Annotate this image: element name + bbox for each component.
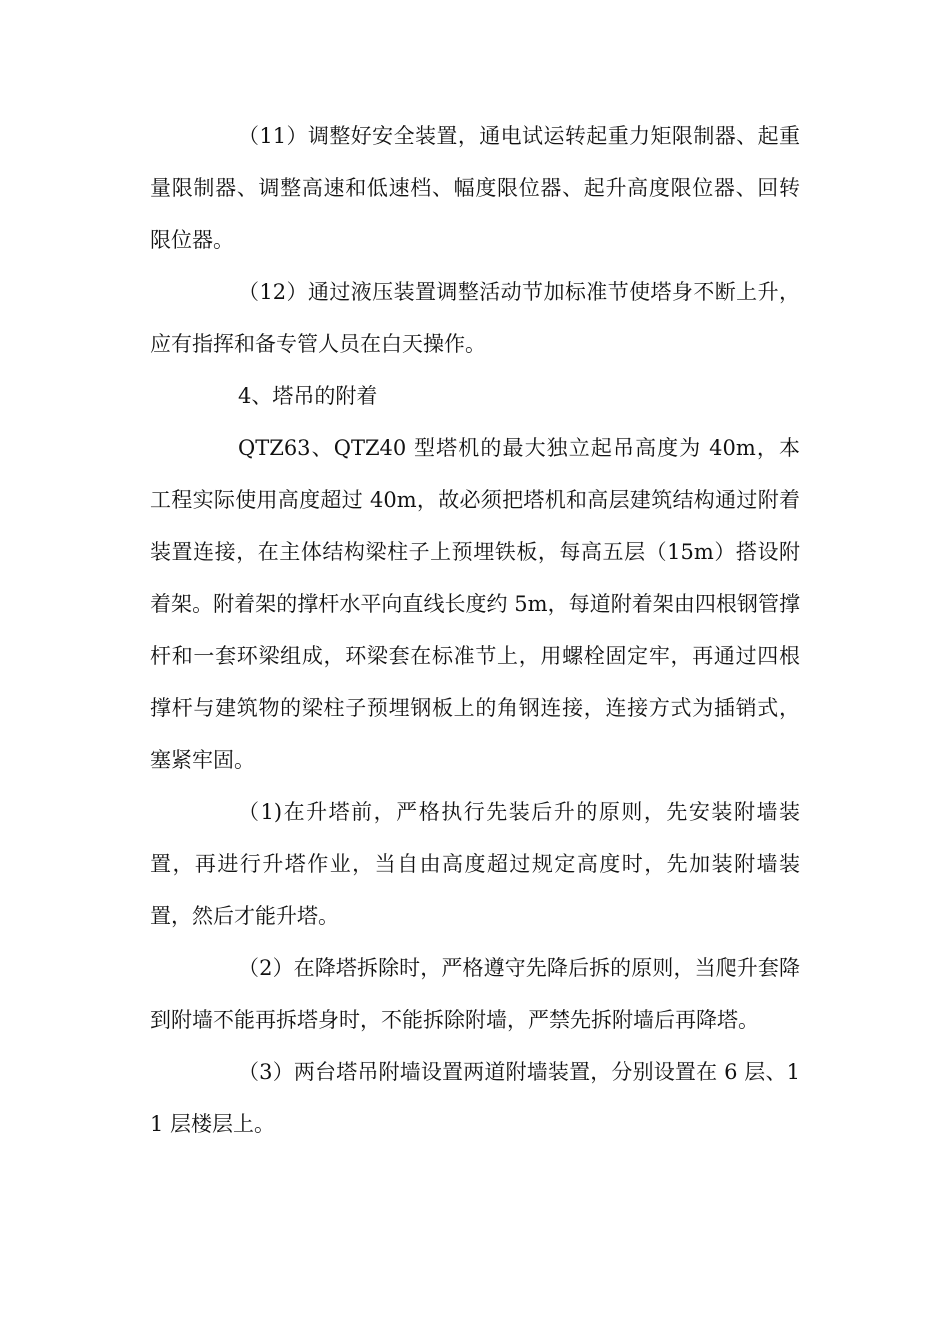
paragraph-item-11: （11）调整好安全装置，通电试运转起重力矩限制器、起重量限制器、调整高速和低速档、幅度限位器、起升高度限位器、回转限位器。 xyxy=(150,124,800,252)
paragraph-item-2: （2）在降塔拆除时，严格遵守先降后拆的原则，当爬升套降到附墙不能再拆塔身时，不能拆除附墙，严禁先拆附墙后再降塔。 xyxy=(150,956,800,1032)
paragraph-attachment-overview: QTZ63、QTZ40 型塔机的最大独立起吊高度为 40m，本工程实际使用高度超过 40m，故必须把塔机和高层建筑结构通过附着装置连接，在主体结构梁柱子上预埋铁板，每高五层（15m）搭设附着架。附着架的撑杆水平向直线长度约 5m，每道附着架由四根钢管撑杆和一套环梁组成，环梁套在标准节上，用螺栓固定牢，再通过四根撑杆与建筑物的梁柱子预埋钢板上的角钢连接，连接方式为插销式，塞紧牢固。 xyxy=(150,436,800,772)
paragraph-item-1: （1)在升塔前，严格执行先装后升的原则，先安装附墙装置，再进行升塔作业，当自由高度超过规定高度时，先加装附墙装置，然后才能升塔。 xyxy=(150,800,800,928)
paragraph-item-12: （12）通过液压装置调整活动节加标准节使塔身不断上升，应有指挥和备专管人员在白天操作。 xyxy=(150,280,800,356)
paragraph-item-3: （3）两台塔吊附墙设置两道附墙装置，分别设置在 6 层、11 层楼层上。 xyxy=(150,1060,800,1136)
document-page xyxy=(150,110,800,1150)
section-heading: 4、塔吊的附着 xyxy=(238,384,378,408)
